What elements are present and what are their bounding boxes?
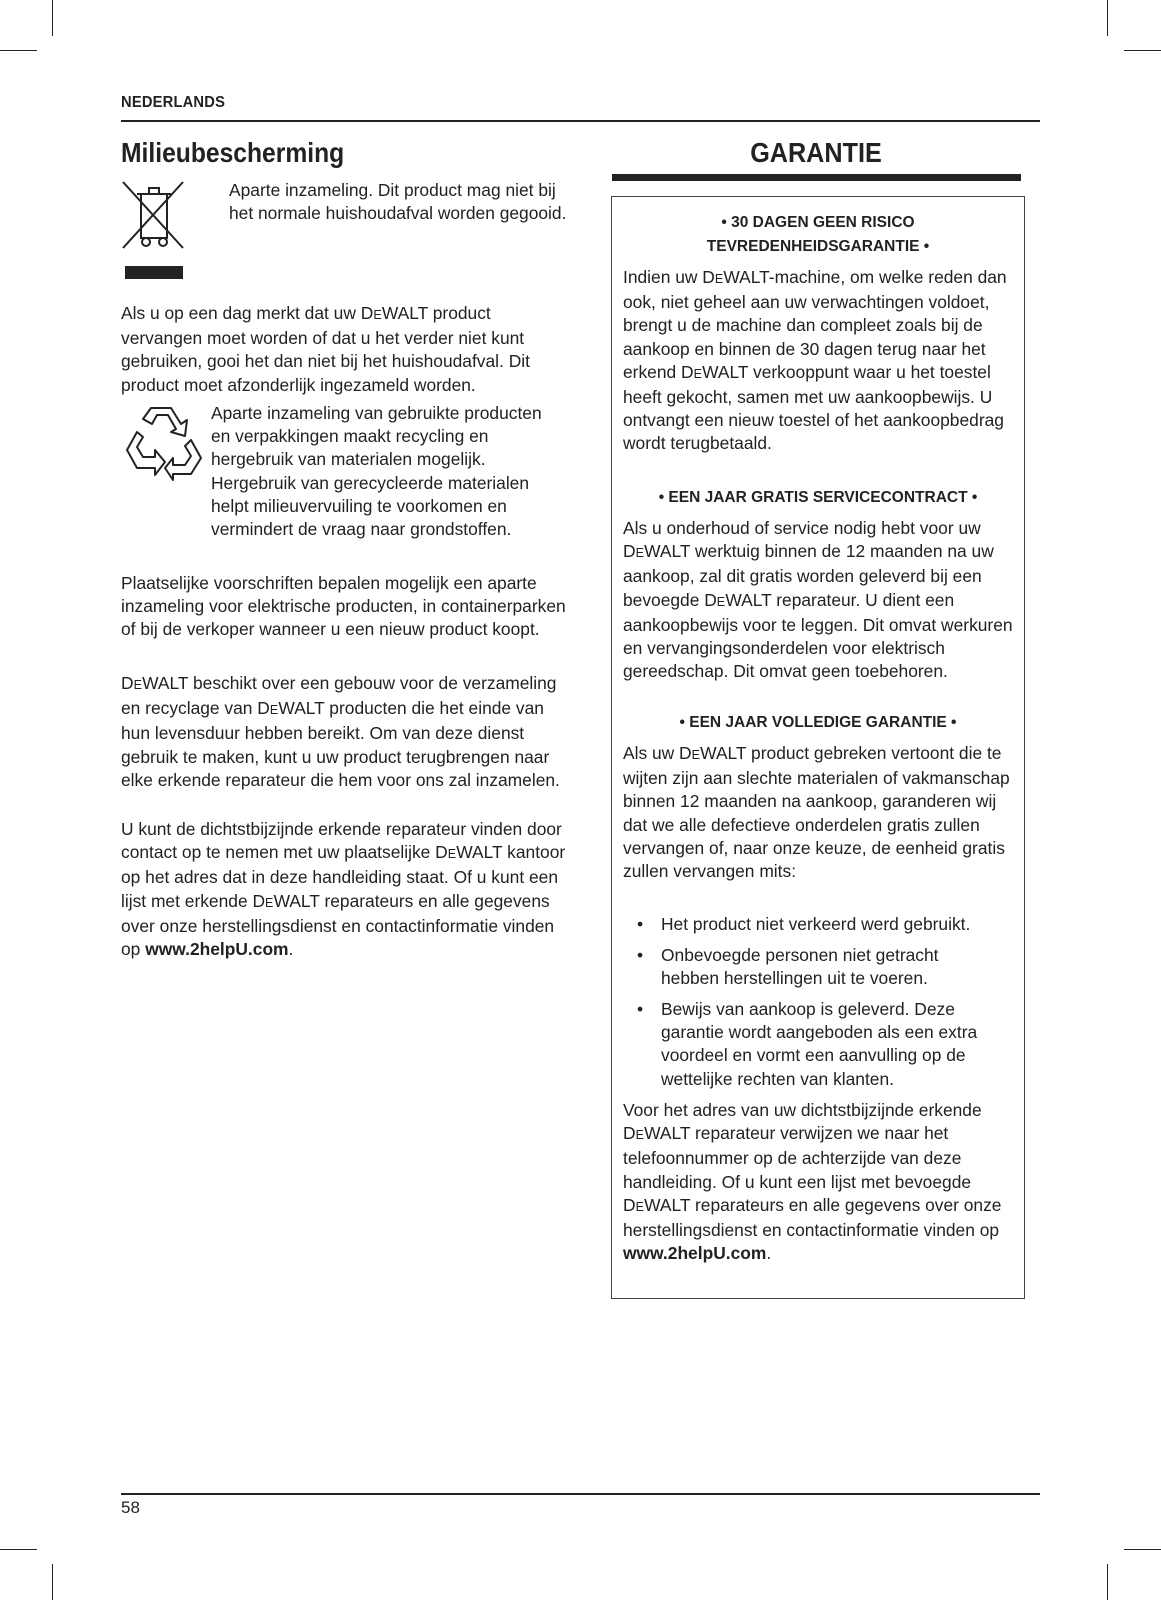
text: WALT werktuig binnen de 12 maanden na uw aankoop, zal dit gratis worden geleverd bij een bevoegde D xyxy=(623,541,994,610)
section-title-warranty: GARANTIE xyxy=(750,137,882,168)
recycle-icon xyxy=(121,402,207,482)
text: D xyxy=(121,673,134,693)
crop-mark xyxy=(1124,50,1161,51)
bullet-dot: • xyxy=(637,945,644,965)
footer-rule xyxy=(121,1493,1040,1495)
text: E xyxy=(373,308,382,322)
text: E xyxy=(693,366,703,381)
text: WALT reparateur verwijzen we naar het telefoonnummer op de achterzijde van deze handleiding. Of u kunt een lijst met bevoegde D xyxy=(623,1123,972,1215)
section-title-environment: Milieubescherming xyxy=(121,137,345,168)
text: E xyxy=(635,546,645,561)
text: Voor het adres van uw dichtstbijzijnde erkende D xyxy=(623,1100,982,1144)
service-paragraph xyxy=(623,517,1018,683)
crop-mark xyxy=(52,1564,53,1600)
local-regulations-paragraph: Plaatselijke voorschriften bepalen mogelijk een aparte inzameling voor elektrische producten, in containerparken of bij de verkoper wanneer u een nieuw product koopt. xyxy=(121,573,566,640)
bullet-dot: • xyxy=(637,999,644,1019)
recycle-text: Aparte inzameling van gebruikte producten en verpakkingen maakt recycling en hergebruik van materialen mogelijk. Hergebruik van gerecycleerde materialen helpt milieuvervuiling te voorkomen en vermindert de vraag naar grondstoffen. xyxy=(211,403,542,540)
text: WALT producten die het einde van hun levensduur hebben bereikt. Om van deze dienst gebruik te maken, kunt u uw product terugbrengen naar elke erkende reparateur die hem voor ons zal inzamelen. xyxy=(121,698,560,790)
crop-mark xyxy=(0,1549,37,1550)
contact-paragraph xyxy=(623,1099,1018,1265)
text: WALT reparateurs en alle gegevens over onze herstellingsdienst en contactinformatie vinden op xyxy=(121,890,555,960)
collection-paragraph xyxy=(121,672,571,792)
full-warranty-paragraph xyxy=(623,742,1018,883)
bullet-item: Bewijs van aankoop is geleverd. Deze garantie wordt aangeboden als een extra voordeel en vormt een aanvulling op de wettelijke rechten van klanten. xyxy=(661,999,978,1089)
heading-service-contract: • EEN JAAR GRATIS SERVICECONTRACT • xyxy=(658,489,978,506)
text: WALT beschikt over een gebouw voor de verzameling en recyclage van D xyxy=(121,673,557,719)
crop-mark xyxy=(52,0,53,36)
text: E xyxy=(635,1199,645,1214)
website-link[interactable]: www.2helpU.com xyxy=(145,939,289,960)
text: Als u onderhoud of service nodig hebt voor uw D xyxy=(623,518,981,562)
crop-mark xyxy=(1107,1564,1108,1600)
satisfaction-paragraph xyxy=(623,266,1018,456)
text: WALT-machine, om welke reden dan ook, niet geheel aan uw verwachtingen voldoet, brengt u de machine dan compleet zoals bij de aankoop en binnen de 30 dagen terug naar het erkend D xyxy=(623,267,1007,382)
text: WALT product gebreken vertoont die te wijten zijn aan slechte materialen of vakmanschap binnen 12 maanden na aankoop, garanderen wij dat we alle defectieve onderdelen gratis zullen vervangen of, naar onze keuze, de eenheid gratis zullen vervangen mits: xyxy=(623,743,1010,882)
heading-30-days xyxy=(612,211,1024,259)
text: Indien uw D xyxy=(623,267,715,287)
text: Als u op een dag merkt dat uw D xyxy=(121,303,374,323)
crop-mark xyxy=(1124,1549,1161,1550)
weee-text: Aparte inzameling. Dit product mag niet bij het normale huishoudafval worden gegooid. xyxy=(229,180,567,224)
bullet-dot: • xyxy=(637,914,644,934)
text: . xyxy=(288,939,294,960)
text: Als uw D xyxy=(623,743,692,763)
language-header: NEDERLANDS xyxy=(121,94,226,111)
text: E xyxy=(447,847,457,862)
title-underline xyxy=(612,174,1021,181)
crop-mark xyxy=(0,50,37,51)
crossed-bin-icon xyxy=(121,180,187,280)
repair-agent-paragraph xyxy=(121,818,571,961)
text: WALT kantoor op het adres dat in deze handleiding staat. Of u kunt een lijst met erkende D xyxy=(121,842,566,911)
text: E xyxy=(691,748,701,762)
bullet-item: Onbevoegde personen niet getracht hebben herstellingen uit te voeren. xyxy=(661,945,939,989)
text: E xyxy=(269,703,279,718)
text: U kunt de dichtstbijzijnde erkende reparateur vinden door contact op te nemen met uw plaatselijke D xyxy=(121,819,562,863)
text: E xyxy=(716,594,726,609)
text: E xyxy=(133,678,143,692)
disposal-paragraph xyxy=(121,302,571,397)
website-link[interactable]: www.2helpU.com xyxy=(623,1243,767,1264)
heading-line: TEVREDENHEIDSGARANTIE • xyxy=(706,238,930,255)
text: E xyxy=(265,895,274,910)
crop-mark xyxy=(1107,0,1108,36)
text: WALT reparateurs en alle gegevens over onze herstellingsdienst en contactinformatie vinden op xyxy=(623,1194,1002,1241)
text: WALT verkooppunt waar u het toestel heeft gekocht, samen met uw aankoopbewijs. U ontvangt een nieuw toestel of het aankoopbedrag wordt terugbetaald. xyxy=(623,361,1004,454)
header-rule xyxy=(121,120,1040,122)
text: E xyxy=(635,1128,645,1143)
text: WALT reparateur. U dient een aankoopbewijs voor te leggen. Dit omvat werkuren en vervangingsonderdelen voor elektrisch gereedschap. Dit omvat geen toebehoren. xyxy=(623,589,1013,682)
text: . xyxy=(766,1243,772,1264)
heading-line: • 30 DAGEN GEEN RISICO xyxy=(721,214,915,231)
bullet-item: Het product niet verkeerd werd gebruikt. xyxy=(661,914,971,934)
text: E xyxy=(714,272,724,286)
heading-full-warranty: • EEN JAAR VOLLEDIGE GARANTIE • xyxy=(679,714,957,731)
text: WALT product vervangen moet worden of dat u het verder niet kunt gebruiken, gooi het dan niet bij het huishoudafval. Dit product moet afzonderlijk ingezameld worden. xyxy=(121,303,530,395)
page-number: 58 xyxy=(121,1498,140,1517)
